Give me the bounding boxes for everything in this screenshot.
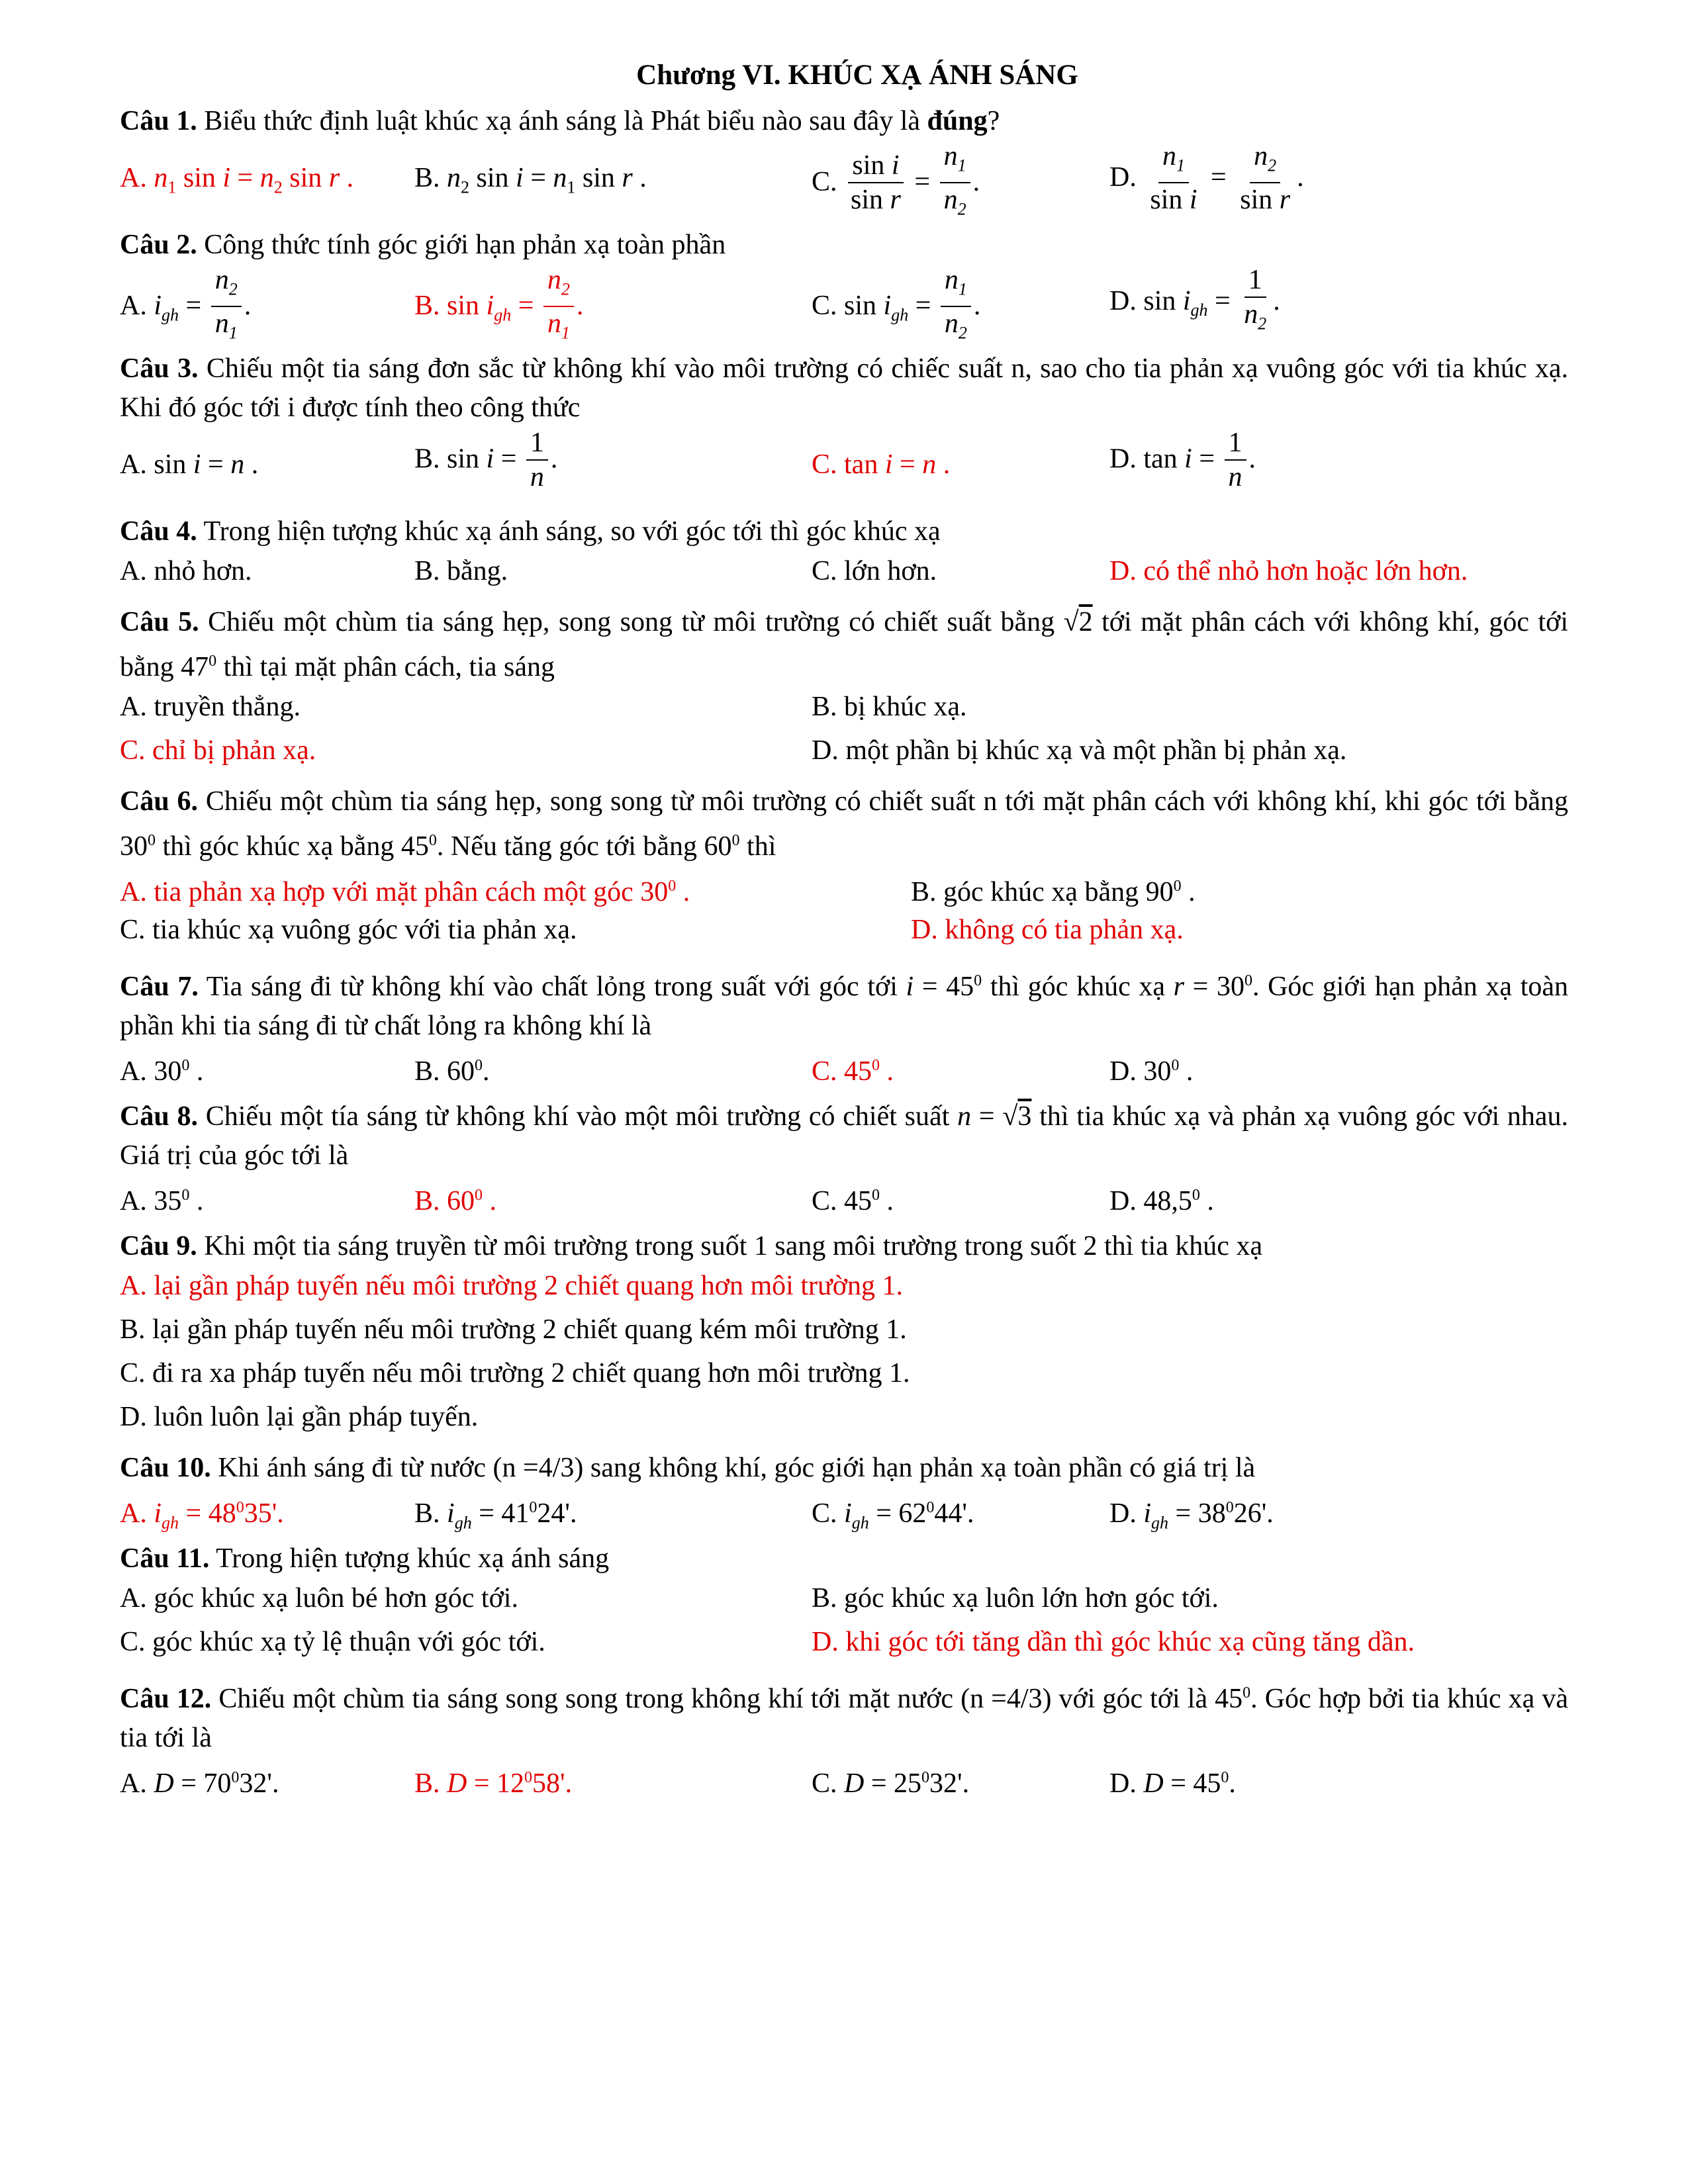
question-stem: [120, 1539, 1568, 1578]
option-c[interactable]: C. đi ra xa pháp tuyến nếu môi trường 2 chiết quang hơn môi trường 1.: [120, 1358, 910, 1388]
question-text: Chiếu một tia sáng đơn sắc từ không khí vào môi trường có chiếc suất n, sao cho tia phản xạ vuông góc với tia khúc xạ. Khi đó góc tới i được tính theo công thức: [120, 353, 1568, 423]
question-text: Chiếu một tía sáng từ không khí vào một môi trường có chiết suất: [205, 1101, 950, 1132]
question-text: Chiếu một chùm tia sáng hẹp, song song từ môi trường có chiết suất bằng: [208, 607, 1055, 637]
question-6: [120, 782, 1568, 954]
option-a[interactable]: A. $n_1$ $\sin i = n_2$ sin r .: [120, 163, 354, 197]
question-number: Câu 4.: [120, 516, 197, 547]
option-c[interactable]: C. góc khúc xạ tỷ lệ thuận với góc tới.: [120, 1627, 545, 1657]
question-text-cont: tới mặt phân cách với không khí, góc tới bằng 47: [120, 607, 1568, 682]
options-row: [120, 1266, 1568, 1310]
option-a[interactable]: A. $35^0$ .: [120, 1186, 204, 1216]
option-a[interactable]: A. góc khúc xạ luôn bé hơn góc tới.: [120, 1583, 518, 1614]
option-c[interactable]: C. $D = 25^032'$.: [812, 1768, 970, 1799]
question-stem: [120, 1227, 1568, 1266]
option-a[interactable]: A. tia phản xạ hợp với mặt phân cách một góc $30^0$ .: [120, 877, 690, 907]
option-d[interactable]: D. không có tia phản xạ.: [911, 915, 1184, 945]
sqrt-two: √2: [1063, 607, 1093, 637]
question-number: Câu 8.: [120, 1101, 198, 1132]
question-stem: Câu 6. Chiếu một chùm tia sáng hẹp, song song từ môi trường có chiết suất n tới mặt phân cách với không khí, khi góc tới bằng $30^0$ thì góc khúc xạ bằng $45^0$. Nếu tăng góc tới bằng $60^0$ thì: [120, 786, 1569, 862]
question-number: Câu 9.: [120, 1231, 197, 1261]
option-b[interactable]: B. bị khúc xạ.: [812, 692, 967, 722]
option-a[interactable]: A. $30^0$ .: [120, 1056, 204, 1087]
question-number: Câu 2.: [120, 230, 197, 260]
question-text-end: . Góc giới hạn phản xạ toàn phần khi tia sáng đi từ chất lỏng ra không khí là: [120, 972, 1569, 1041]
sqrt-three: √3: [1002, 1101, 1032, 1132]
question-9: [120, 1227, 1568, 1441]
option-b[interactable]: B. $D = 12^058'$.: [414, 1768, 573, 1799]
option-d[interactable]: D. luôn luôn lại gần pháp tuyến.: [120, 1402, 479, 1432]
option-d[interactable]: D. khi góc tới tăng dần thì góc khúc xạ cũng tăng dần.: [812, 1627, 1415, 1657]
option-b[interactable]: B. bằng.: [414, 556, 508, 586]
question-number: Câu 1.: [120, 106, 197, 136]
question-number: Câu 10.: [120, 1453, 211, 1483]
question-stem: [120, 349, 1568, 428]
options-row: [120, 866, 1568, 910]
question-text-end: thì tại mặt phân cách, tia sáng: [223, 652, 555, 682]
question-stem: Câu 7. Tia sáng đi từ không khí vào chất lỏng trong suất với góc tới $i = 45^0$ thì góc khúc xạ $r = 30^0$. Góc giới hạn phản xạ toàn phần khi tia sáng đi từ chất lỏng ra không khí là: [120, 972, 1569, 1041]
options-row: [120, 1622, 1568, 1666]
option-d[interactable]: D. $D = 45^0$.: [1109, 1768, 1236, 1799]
option-b[interactable]: B. góc khúc xạ luôn lớn hơn góc tới.: [812, 1583, 1219, 1614]
question-2: [120, 226, 1568, 341]
option-d[interactable]: D. $\frac{n_1}{\text{sin i}}$ = $\frac{n_2}{\text{sin r}}$ .: [1109, 141, 1304, 216]
question-text-end: . Góc hợp bởi tia khúc xạ và tia tới là: [120, 1684, 1569, 1753]
question-3: [120, 349, 1568, 504]
options-row: [120, 428, 1568, 504]
option-a[interactable]: A. truyền thẳng.: [120, 692, 301, 722]
question-1: [120, 102, 1568, 218]
option-a[interactable]: A. nhỏ hơn.: [120, 556, 252, 586]
option-d[interactable]: D. tan i = $\frac{1}{n}$ .: [1109, 428, 1256, 492]
option-d[interactable]: D. $30^0$ .: [1109, 1056, 1194, 1087]
question-7: [120, 962, 1568, 1089]
option-c[interactable]: C. $45^0$ .: [812, 1186, 894, 1216]
option-c[interactable]: C. $\frac{\text{sin i}}{\text{sin r}}$ = $\frac{n_1}{n_2}$ .: [812, 141, 980, 219]
question-text: Khi ánh sáng đi từ nước (n =4/3) sang không khí, góc giới hạn phản xạ toàn phần có giá trị là: [218, 1453, 1256, 1483]
question-text: Chiếu một chùm tia sáng song song trong không khí tới mặt nước (n =4/3) với góc tới là: [218, 1684, 1208, 1714]
question-5: [120, 603, 1568, 774]
question-stem: Câu 12. Chiếu một chùm tia sáng song song trong không khí tới mặt nước (n =4/3) với góc tới là $45^0$. Góc hợp bởi tia khúc xạ và tia tới là: [120, 1684, 1569, 1753]
question-number: Câu 5.: [120, 607, 199, 637]
options-row: [120, 1046, 1568, 1089]
option-b[interactable]: B. $60^0$ .: [414, 1186, 497, 1216]
question-number: Câu 6.: [120, 786, 199, 817]
option-a[interactable]: A. $D = 70^032'$.: [120, 1768, 279, 1799]
option-c[interactable]: C. lớn hơn.: [812, 556, 937, 586]
option-b[interactable]: B. góc khúc xạ bằng $90^0$ .: [911, 877, 1196, 907]
option-a[interactable]: A. $i_{gh} = 48^035'$.: [120, 1498, 284, 1533]
options-row: [120, 265, 1568, 341]
option-d[interactable]: D. 48,5$^0$ .: [1109, 1186, 1214, 1216]
question-text: Chiếu một chùm tia sáng hẹp, song song từ môi trường có chiết suất n tới mặt phân cách với không khí, khi góc tới bằng: [205, 786, 1569, 817]
question-8: [120, 1097, 1568, 1219]
options-row: [120, 1578, 1568, 1622]
option-b[interactable]: B. $60^0$.: [414, 1056, 490, 1087]
option-c[interactable]: C. chỉ bị phản xạ.: [120, 735, 316, 766]
question-number: Câu 7.: [120, 972, 199, 1002]
question-text: Khi một tia sáng truyền từ môi trường trong suốt 1 sang môi trường trong suốt 2 thì tia khúc xạ: [204, 1231, 1263, 1261]
question-number: Câu 11.: [120, 1543, 210, 1574]
document-page: [120, 57, 1568, 1801]
options-row: [120, 1397, 1568, 1441]
question-10: [120, 1449, 1568, 1531]
question-text-end: thì tia khúc xạ và phản xạ vuông góc với nhau. Giá trị của góc tới là: [120, 1101, 1569, 1171]
chapter-title: Chương VI. KHÚC XẠ ÁNH SÁNG: [636, 60, 1078, 91]
question-4: [120, 512, 1568, 595]
option-b[interactable]: B. sin i = $\frac{1}{n}$ .: [414, 428, 558, 492]
option-d[interactable]: D. có thể nhỏ hơn hoặc lớn hơn.: [1109, 556, 1468, 586]
option-a[interactable]: A. lại gần pháp tuyến nếu môi trường 2 chiết quang hơn môi trường 1.: [120, 1271, 903, 1301]
options-row: [120, 910, 1568, 954]
question-text-cont2: . Nếu tăng góc tới bằng: [436, 831, 698, 862]
option-c[interactable]: C. $45^0$ .: [812, 1056, 894, 1087]
option-b[interactable]: B. $\sin i_{gh}$ = $\frac{n_2}{n_1}$ .: [414, 265, 584, 343]
question-stem: Câu 5. Chiếu một chùm tia sáng hẹp, song song từ môi trường có chiết suất bằng √2 tới mặt phân cách với không khí, góc tới bằng $47^0$ thì tại mặt phân cách, tia sáng: [120, 607, 1568, 682]
question-stem: [120, 512, 1568, 551]
question-12: [120, 1674, 1568, 1801]
question-stem: [120, 226, 1568, 265]
options-row: [120, 141, 1568, 218]
option-b[interactable]: B. $n_2$ $\sin i = n_1$ sin r .: [414, 163, 647, 197]
question-number: Câu 3.: [120, 353, 199, 384]
option-d[interactable]: D. $\sin i_{gh}$ = $\frac{1}{n_2}$ .: [1109, 265, 1280, 334]
question-stem: [120, 102, 1568, 141]
question-text-cont: thì góc khúc xạ bằng: [162, 831, 395, 862]
options-row: [120, 1310, 1568, 1353]
option-d[interactable]: D. một phần bị khúc xạ và một phần bị phản xạ.: [812, 735, 1347, 766]
question-text: Trong hiện tượng khúc xạ ánh sáng, so với góc tới thì góc khúc xạ: [203, 516, 941, 547]
question-stem: [120, 1449, 1568, 1488]
options-row: [120, 687, 1568, 731]
question-text: Biểu thức định luật khúc xạ ánh sáng là Phát biểu nào sau đây là: [204, 106, 927, 136]
option-b[interactable]: B. lại gần pháp tuyến nếu môi trường 2 chiết quang kém môi trường 1.: [120, 1314, 907, 1345]
option-b[interactable]: B. $i_{gh} = 41^024'$.: [414, 1498, 577, 1533]
option-c[interactable]: C. tia khúc xạ vuông góc với tia phản xạ.: [120, 915, 577, 945]
question-text-end: thì: [747, 831, 776, 862]
question-text: Công thức tính góc giới hạn phản xạ toàn phần: [204, 230, 726, 260]
option-a[interactable]: A. $i_{gh}$ = $\frac{n_2}{n_1}$ .: [120, 265, 252, 343]
option-c[interactable]: C. $\sin i_{gh}$ = $\frac{n_1}{n_2}$ .: [812, 265, 981, 343]
options-row: [120, 551, 1568, 595]
question-number: Câu 12.: [120, 1684, 212, 1714]
option-c[interactable]: C. tan i = n .: [812, 449, 951, 480]
option-a[interactable]: A. sin i = n .: [120, 449, 259, 480]
question-text-end: ?: [987, 106, 1000, 136]
options-row: [120, 1175, 1568, 1219]
question-text: Tia sáng đi từ không khí vào chất lỏng trong suất với góc tới: [206, 972, 898, 1002]
question-stem: Câu 8. Chiếu một tía sáng từ không khí vào một môi trường có chiết suất n = √3 thì tia khúc xạ và phản xạ vuông góc với nhau. Giá trị của góc tới là: [120, 1101, 1569, 1171]
question-text: Trong hiện tượng khúc xạ ánh sáng: [216, 1543, 610, 1574]
options-row: [120, 1758, 1568, 1801]
options-row: [120, 731, 1568, 774]
question-11: [120, 1539, 1568, 1666]
options-row: [120, 1353, 1568, 1397]
question-text-cont: thì góc khúc xạ: [990, 972, 1165, 1002]
options-row: [120, 1488, 1568, 1531]
option-d[interactable]: D. $i_{gh} = 38^026'$.: [1109, 1498, 1274, 1533]
question-emphasis: đúng: [927, 106, 988, 136]
option-c[interactable]: C. $i_{gh} = 62^044'$.: [812, 1498, 974, 1533]
